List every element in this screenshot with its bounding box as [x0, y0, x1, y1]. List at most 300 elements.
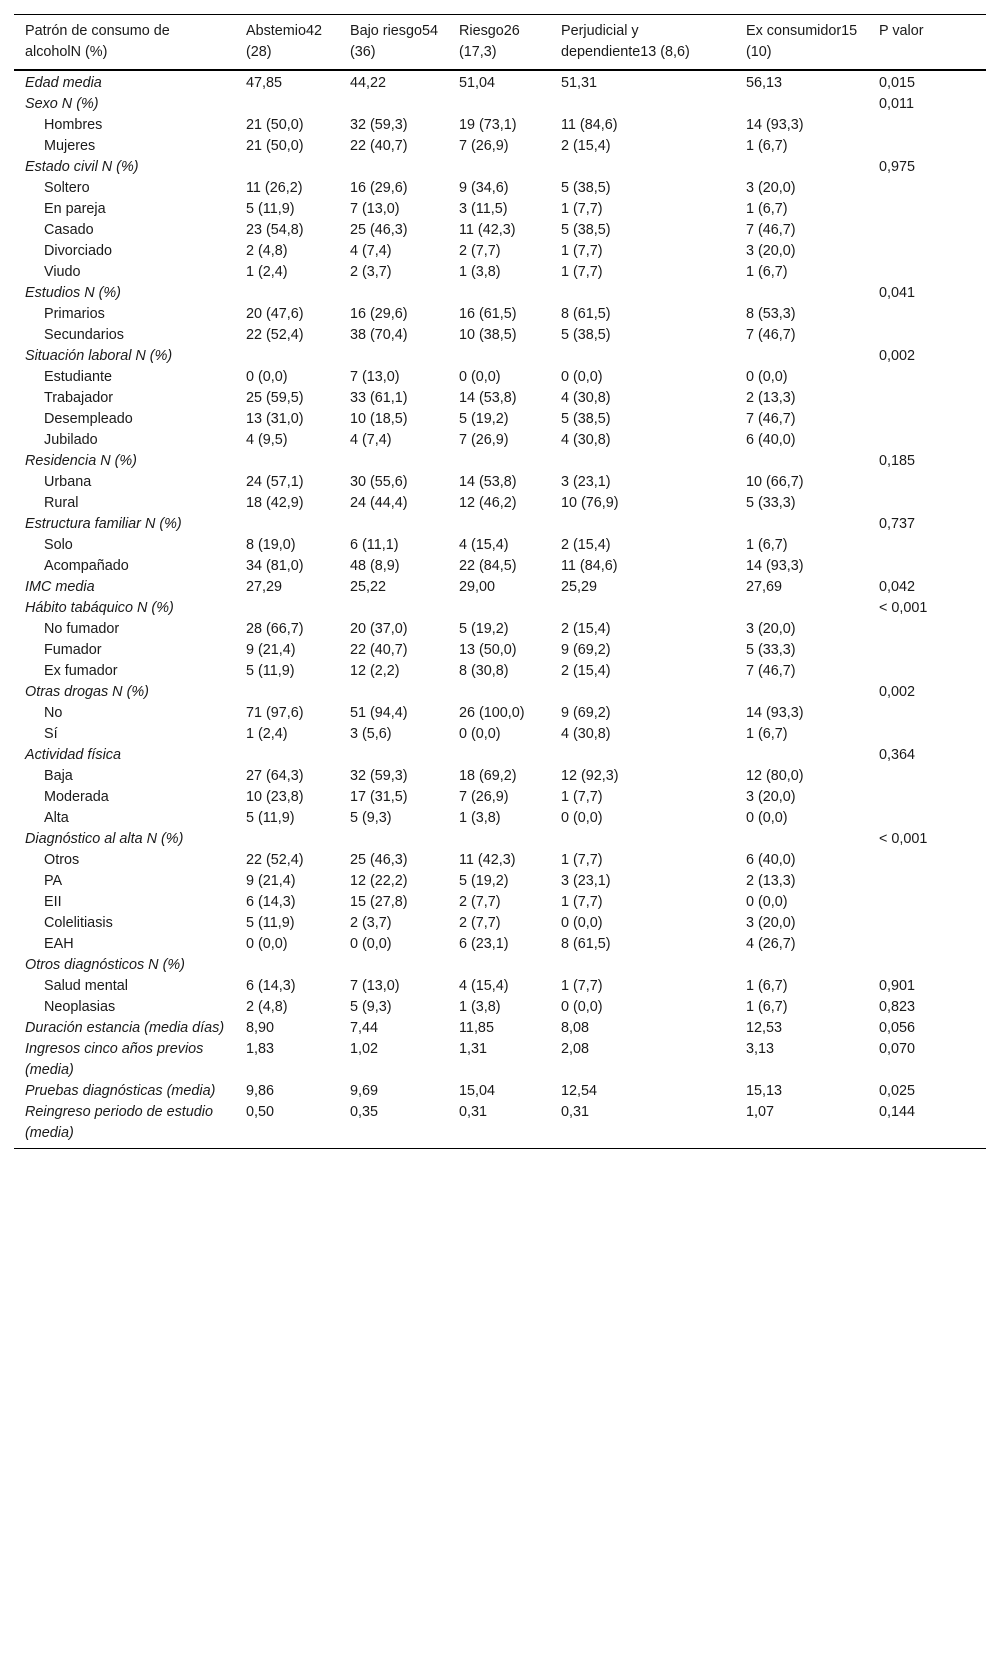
table-cell: 9,86	[246, 1083, 275, 1099]
p-value-cell	[868, 556, 986, 577]
table-cell: 8 (19,0)	[246, 537, 296, 553]
table-cell: 8,08	[561, 1020, 590, 1036]
table-row	[14, 262, 986, 283]
table-row	[14, 619, 986, 640]
table-row	[14, 703, 986, 724]
row-category-label: Neoplasias	[44, 999, 116, 1015]
row-category-label: Baja	[44, 768, 73, 784]
table-cell	[735, 829, 868, 850]
table-cell: 47,85	[246, 75, 283, 91]
table-cell: 0 (0,0)	[246, 369, 288, 385]
alcohol-consumption-table	[14, 14, 986, 1149]
table-cell: 3 (20,0)	[746, 915, 796, 931]
table-cell: 5 (11,9)	[246, 810, 295, 826]
p-value-cell: 0,737	[879, 516, 916, 532]
table-cell: 4 (30,8)	[561, 390, 611, 406]
table-cell	[550, 682, 735, 703]
table-cell: 1 (7,7)	[561, 789, 603, 805]
table-cell: 3 (20,0)	[746, 621, 796, 637]
table-cell: 15,04	[459, 1083, 496, 1099]
table-cell: 0,31	[459, 1104, 488, 1120]
table-row	[14, 1081, 986, 1102]
table-cell: 14 (93,3)	[746, 558, 804, 574]
p-value-cell	[868, 220, 986, 241]
table-cell: 2 (4,8)	[246, 243, 288, 259]
table-cell: 13 (50,0)	[459, 642, 517, 658]
table-row	[14, 220, 986, 241]
table-cell: 0 (0,0)	[561, 915, 603, 931]
table-cell: 26 (100,0)	[459, 705, 525, 721]
table-cell: 5 (19,2)	[459, 873, 509, 889]
p-value-cell	[868, 262, 986, 283]
table-header	[14, 15, 986, 71]
row-section-label: Pruebas diagnósticas (media)	[25, 1083, 216, 1099]
p-value-cell	[868, 178, 986, 199]
table-cell: 10 (66,7)	[746, 474, 804, 490]
table-cell: 0 (0,0)	[561, 999, 603, 1015]
table-cell	[550, 829, 735, 850]
p-value-cell	[868, 766, 986, 787]
row-category-label: Colelitiasis	[44, 915, 113, 931]
document-page	[14, 14, 986, 1149]
column-header: Patrón de consumo de alcoholN (%)	[25, 23, 170, 60]
table-cell: 1 (6,7)	[746, 138, 788, 154]
table-cell	[735, 598, 868, 619]
table-cell: 24 (57,1)	[246, 474, 304, 490]
table-row	[14, 934, 986, 955]
p-value-cell: < 0,001	[879, 600, 928, 616]
table-cell: 30 (55,6)	[350, 474, 408, 490]
table-cell: 14 (93,3)	[746, 117, 804, 133]
table-cell	[735, 955, 868, 976]
row-section-label: Otros diagnósticos N (%)	[25, 957, 185, 973]
table-cell: 7,44	[350, 1020, 379, 1036]
table-cell: 10 (23,8)	[246, 789, 304, 805]
table-cell	[235, 157, 339, 178]
table-cell: 3 (23,1)	[561, 873, 611, 889]
table-cell: 17 (31,5)	[350, 789, 408, 805]
table-cell: 9 (21,4)	[246, 873, 296, 889]
table-cell: 20 (47,6)	[246, 306, 304, 322]
table-cell: 5 (33,3)	[746, 495, 796, 511]
table-row	[14, 829, 986, 850]
table-cell: 4 (26,7)	[746, 936, 796, 952]
row-category-label: Sí	[44, 726, 58, 742]
table-cell: 9 (69,2)	[561, 642, 611, 658]
p-value-cell	[868, 724, 986, 745]
table-cell: 1,31	[459, 1041, 488, 1057]
row-category-label: EAH	[44, 936, 74, 952]
table-cell: 15 (27,8)	[350, 894, 408, 910]
table-cell: 1 (6,7)	[746, 978, 788, 994]
table-row	[14, 682, 986, 703]
table-cell: 0 (0,0)	[746, 894, 788, 910]
table-cell: 3 (23,1)	[561, 474, 611, 490]
row-category-label: EII	[44, 894, 62, 910]
table-cell: 0 (0,0)	[561, 369, 603, 385]
table-cell	[339, 682, 448, 703]
p-value-cell	[868, 913, 986, 934]
p-value-cell	[868, 850, 986, 871]
table-cell	[448, 745, 550, 766]
table-row	[14, 157, 986, 178]
table-row	[14, 598, 986, 619]
table-cell	[339, 514, 448, 535]
table-cell: 0 (0,0)	[459, 369, 501, 385]
header-row	[14, 15, 986, 71]
p-value-cell	[868, 199, 986, 220]
table-cell: 7 (13,0)	[350, 201, 400, 217]
table-cell: 51,31	[561, 75, 598, 91]
table-cell: 2 (15,4)	[561, 537, 611, 553]
table-cell: 1 (7,7)	[561, 201, 603, 217]
table-cell: 4 (15,4)	[459, 978, 509, 994]
p-value-cell	[868, 787, 986, 808]
row-section-label: Estudios N (%)	[25, 285, 121, 301]
table-cell: 4 (30,8)	[561, 726, 611, 742]
table-cell: 25 (46,3)	[350, 852, 408, 868]
table-cell: 22 (40,7)	[350, 138, 408, 154]
p-value-cell: 0,025	[879, 1083, 916, 1099]
column-header: Ex consumidor15 (10)	[746, 23, 858, 60]
table-cell: 22 (52,4)	[246, 852, 304, 868]
table-cell: 6 (23,1)	[459, 936, 509, 952]
table-cell: 34 (81,0)	[246, 558, 304, 574]
table-row	[14, 283, 986, 304]
row-category-label: Desempleado	[44, 411, 133, 427]
column-header: P valor	[879, 23, 924, 39]
p-value-cell	[868, 409, 986, 430]
table-cell: 1 (6,7)	[746, 726, 788, 742]
p-value-cell	[868, 493, 986, 514]
p-value-cell	[868, 703, 986, 724]
table-cell: 4 (30,8)	[561, 432, 611, 448]
table-cell: 0 (0,0)	[459, 726, 501, 742]
table-cell: 38 (70,4)	[350, 327, 408, 343]
table-cell: 12 (80,0)	[746, 768, 804, 784]
table-body	[14, 70, 986, 1149]
column-header: Perjudicial y dependiente13 (8,6)	[561, 23, 690, 60]
table-cell: 4 (15,4)	[459, 537, 509, 553]
table-cell: 2 (7,7)	[459, 894, 501, 910]
row-category-label: Trabajador	[44, 390, 114, 406]
row-section-label: Hábito tabáquico N (%)	[25, 600, 174, 616]
table-cell: 9 (34,6)	[459, 180, 509, 196]
row-category-label: Rural	[44, 495, 79, 511]
table-cell: 5 (11,9)	[246, 915, 295, 931]
table-row	[14, 388, 986, 409]
table-cell	[339, 283, 448, 304]
table-cell: 22 (40,7)	[350, 642, 408, 658]
table-cell: 16 (29,6)	[350, 180, 408, 196]
table-cell: 1 (3,8)	[459, 264, 501, 280]
table-cell: 2 (13,3)	[746, 390, 796, 406]
table-cell: 14 (53,8)	[459, 474, 517, 490]
table-cell: 27,29	[246, 579, 283, 595]
row-section-label: IMC media	[25, 579, 95, 595]
table-cell	[735, 94, 868, 115]
table-cell	[448, 283, 550, 304]
row-section-label: Residencia N (%)	[25, 453, 137, 469]
table-cell: 5 (38,5)	[561, 222, 611, 238]
table-cell: 2,08	[561, 1041, 590, 1057]
table-row	[14, 409, 986, 430]
table-row	[14, 787, 986, 808]
table-cell: 1 (6,7)	[746, 537, 788, 553]
table-cell: 14 (93,3)	[746, 705, 804, 721]
table-cell: 2 (15,4)	[561, 621, 611, 637]
table-cell: 0 (0,0)	[746, 810, 788, 826]
table-row	[14, 136, 986, 157]
table-cell: 13 (31,0)	[246, 411, 304, 427]
table-cell: 25 (46,3)	[350, 222, 408, 238]
table-cell: 0 (0,0)	[350, 936, 392, 952]
table-cell: 2 (7,7)	[459, 243, 501, 259]
row-category-label: Soltero	[44, 180, 90, 196]
p-value-cell	[868, 808, 986, 829]
table-cell: 10 (38,5)	[459, 327, 517, 343]
row-category-label: Jubilado	[44, 432, 98, 448]
row-category-label: Viudo	[44, 264, 81, 280]
table-cell: 11,85	[459, 1020, 494, 1036]
table-cell	[735, 157, 868, 178]
table-cell: 5 (9,3)	[350, 810, 392, 826]
table-cell: 2 (15,4)	[561, 663, 611, 679]
p-value-cell	[868, 472, 986, 493]
table-cell: 71 (97,6)	[246, 705, 304, 721]
table-cell: 25 (59,5)	[246, 390, 304, 406]
table-cell: 8 (30,8)	[459, 663, 509, 679]
table-cell: 3,13	[746, 1041, 775, 1057]
table-cell: 16 (29,6)	[350, 306, 408, 322]
table-row	[14, 640, 986, 661]
row-section-label: Sexo N (%)	[25, 96, 99, 112]
table-cell	[550, 283, 735, 304]
table-cell	[339, 829, 448, 850]
table-cell: 48 (8,9)	[350, 558, 400, 574]
table-cell	[448, 598, 550, 619]
table-cell	[550, 157, 735, 178]
table-cell: 32 (59,3)	[350, 117, 408, 133]
table-cell	[448, 514, 550, 535]
table-row	[14, 724, 986, 745]
table-cell	[735, 682, 868, 703]
table-cell	[448, 94, 550, 115]
table-cell: 7 (26,9)	[459, 138, 509, 154]
table-cell: 0 (0,0)	[246, 936, 288, 952]
table-cell: 5 (19,2)	[459, 411, 509, 427]
table-cell: 14 (53,8)	[459, 390, 517, 406]
p-value-cell: 0,823	[879, 999, 916, 1015]
table-cell: 4 (9,5)	[246, 432, 288, 448]
table-row	[14, 808, 986, 829]
table-row	[14, 178, 986, 199]
table-cell	[550, 514, 735, 535]
table-cell: 1 (7,7)	[561, 894, 603, 910]
table-cell: 7 (26,9)	[459, 789, 509, 805]
table-cell: 22 (52,4)	[246, 327, 304, 343]
p-value-cell: 0,364	[879, 747, 916, 763]
table-cell	[339, 94, 448, 115]
row-category-label: Fumador	[44, 642, 102, 658]
table-cell: 9 (69,2)	[561, 705, 611, 721]
p-value-cell	[868, 619, 986, 640]
table-row	[14, 1102, 986, 1149]
table-cell: 5 (38,5)	[561, 327, 611, 343]
table-cell: 1 (7,7)	[561, 264, 603, 280]
table-cell: 3 (20,0)	[746, 243, 796, 259]
table-cell: 0,35	[350, 1104, 379, 1120]
table-cell: 1 (7,7)	[561, 978, 603, 994]
table-cell	[339, 451, 448, 472]
table-cell: 6 (40,0)	[746, 432, 796, 448]
table-cell: 7 (46,7)	[746, 327, 796, 343]
table-cell: 8 (61,5)	[561, 306, 611, 322]
row-section-label: Diagnóstico al alta N (%)	[25, 831, 184, 847]
table-cell	[550, 346, 735, 367]
table-cell: 28 (66,7)	[246, 621, 304, 637]
table-cell	[735, 346, 868, 367]
table-cell: 0,50	[246, 1104, 275, 1120]
table-cell: 11 (26,2)	[246, 180, 303, 196]
table-cell	[235, 955, 339, 976]
table-row	[14, 997, 986, 1018]
p-value-cell: 0,975	[879, 159, 916, 175]
table-row	[14, 346, 986, 367]
table-cell: 25,29	[561, 579, 598, 595]
table-cell: 11 (42,3)	[459, 852, 516, 868]
table-row	[14, 556, 986, 577]
row-category-label: Casado	[44, 222, 94, 238]
table-cell	[735, 514, 868, 535]
table-cell	[339, 346, 448, 367]
row-section-label: Actividad física	[25, 747, 121, 763]
table-cell	[235, 745, 339, 766]
row-section-label: Ingresos cinco años previos (media)	[25, 1041, 204, 1078]
table-cell: 12 (92,3)	[561, 768, 619, 784]
table-cell: 2 (4,8)	[246, 999, 288, 1015]
table-cell	[235, 598, 339, 619]
table-cell	[235, 94, 339, 115]
table-cell: 1 (2,4)	[246, 264, 288, 280]
table-cell	[235, 829, 339, 850]
p-value-cell: 0,144	[879, 1104, 916, 1120]
row-section-label: Estado civil N (%)	[25, 159, 139, 175]
table-cell: 3 (11,5)	[459, 201, 508, 217]
table-cell: 12 (46,2)	[459, 495, 517, 511]
table-cell	[448, 829, 550, 850]
table-cell: 3 (20,0)	[746, 789, 796, 805]
table-cell: 29,00	[459, 579, 496, 595]
row-category-label: Moderada	[44, 789, 109, 805]
table-cell: 44,22	[350, 75, 387, 91]
table-row	[14, 1018, 986, 1039]
table-cell: 27,69	[746, 579, 783, 595]
table-cell: 1,02	[350, 1041, 379, 1057]
table-cell: 15,13	[746, 1083, 783, 1099]
table-row	[14, 451, 986, 472]
table-cell: 51 (94,4)	[350, 705, 408, 721]
table-cell: 12,54	[561, 1083, 598, 1099]
p-value-cell	[868, 535, 986, 556]
table-cell: 10 (76,9)	[561, 495, 619, 511]
table-cell: 7 (46,7)	[746, 663, 796, 679]
table-cell	[448, 451, 550, 472]
row-section-label: Edad media	[25, 75, 102, 91]
row-category-label: Divorciado	[44, 243, 112, 259]
table-cell: 7 (13,0)	[350, 978, 400, 994]
table-cell: 23 (54,8)	[246, 222, 304, 238]
row-section-label: Estructura familiar N (%)	[25, 516, 182, 532]
table-cell: 7 (13,0)	[350, 369, 400, 385]
table-cell: 8 (61,5)	[561, 936, 611, 952]
table-cell: 5 (38,5)	[561, 180, 611, 196]
table-cell: 12,53	[746, 1020, 783, 1036]
table-cell: 33 (61,1)	[350, 390, 408, 406]
table-cell: 11 (84,6)	[561, 117, 618, 133]
table-cell	[235, 346, 339, 367]
row-category-label: Salud mental	[44, 978, 128, 994]
row-category-label: Otros	[44, 852, 80, 868]
table-cell: 1 (6,7)	[746, 264, 788, 280]
table-cell: 21 (50,0)	[246, 138, 304, 154]
table-cell	[735, 451, 868, 472]
table-cell: 19 (73,1)	[459, 117, 517, 133]
table-cell: 6 (14,3)	[246, 894, 296, 910]
table-cell: 56,13	[746, 75, 783, 91]
column-header: Bajo riesgo54 (36)	[350, 23, 439, 60]
table-cell	[235, 283, 339, 304]
row-category-label: Hombres	[44, 117, 103, 133]
p-value-cell: 0,901	[879, 978, 916, 994]
p-value-cell	[868, 640, 986, 661]
table-cell: 11 (42,3)	[459, 222, 516, 238]
table-cell: 7 (46,7)	[746, 411, 796, 427]
table-cell: 2 (7,7)	[459, 915, 501, 931]
table-cell: 2 (13,3)	[746, 873, 796, 889]
table-cell: 1 (7,7)	[561, 852, 603, 868]
column-header: Abstemio42 (28)	[246, 23, 322, 60]
table-cell: 32 (59,3)	[350, 768, 408, 784]
table-cell	[550, 451, 735, 472]
row-category-label: Alta	[44, 810, 69, 826]
p-value-cell	[868, 115, 986, 136]
table-cell	[550, 94, 735, 115]
table-cell	[550, 955, 735, 976]
table-cell: 1 (3,8)	[459, 999, 501, 1015]
table-cell: 1 (2,4)	[246, 726, 288, 742]
table-row	[14, 115, 986, 136]
table-row	[14, 94, 986, 115]
row-category-label: Estudiante	[44, 369, 113, 385]
table-row	[14, 241, 986, 262]
table-row	[14, 892, 986, 913]
table-cell: 2 (15,4)	[561, 138, 611, 154]
row-section-label: Situación laboral N (%)	[25, 348, 173, 364]
column-header: Riesgo26 (17,3)	[459, 23, 520, 60]
table-cell: 18 (42,9)	[246, 495, 304, 511]
table-cell: 5 (19,2)	[459, 621, 509, 637]
p-value-cell: 0,041	[879, 285, 916, 301]
p-value-cell: 0,056	[879, 1020, 916, 1036]
row-category-label: PA	[44, 873, 63, 889]
p-value-cell	[868, 304, 986, 325]
row-category-label: Mujeres	[44, 138, 96, 154]
p-value-cell	[868, 325, 986, 346]
p-value-cell: < 0,001	[879, 831, 928, 847]
table-cell	[448, 157, 550, 178]
table-row	[14, 766, 986, 787]
